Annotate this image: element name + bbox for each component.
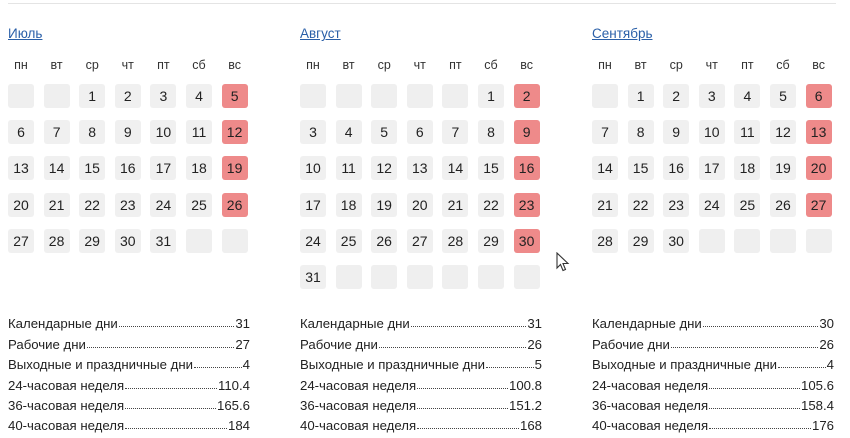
day-cell[interactable]: 21	[44, 193, 70, 217]
month-stats	[300, 311, 542, 433]
mouse-pointer-icon	[556, 252, 570, 272]
day-cell[interactable]: 7	[592, 120, 618, 144]
day-cell[interactable]: 16	[115, 156, 141, 180]
dot-leader	[417, 408, 508, 409]
weekday-label: ср	[377, 58, 391, 72]
day-cell[interactable]: 14	[592, 156, 618, 180]
dot-leader	[417, 428, 519, 429]
day-cell[interactable]: 4	[186, 84, 212, 108]
stat-row	[592, 372, 834, 392]
weekday-label: вт	[342, 58, 355, 72]
weekday-label: пн	[306, 58, 320, 72]
day-cell[interactable]: 8	[628, 120, 654, 144]
month-stats	[8, 311, 250, 433]
empty-day-cell	[407, 84, 433, 108]
stat-row	[8, 331, 250, 351]
day-cell[interactable]: 19	[371, 193, 397, 217]
weekend-day-cell[interactable]: 5	[222, 84, 248, 108]
dot-leader	[119, 326, 235, 327]
day-cell[interactable]: 11	[734, 120, 760, 144]
day-cell[interactable]: 23	[115, 193, 141, 217]
day-cell[interactable]: 1	[79, 84, 105, 108]
stat-value: 26	[527, 336, 542, 352]
dot-leader	[125, 428, 227, 429]
weekend-day-cell[interactable]: 26	[222, 193, 248, 217]
stat-row	[592, 331, 834, 351]
weekend-day-cell[interactable]: 23	[514, 193, 540, 217]
weekend-day-cell[interactable]: 27	[806, 193, 832, 217]
dot-leader	[709, 428, 811, 429]
day-cell[interactable]: 26	[371, 229, 397, 253]
dot-leader	[125, 408, 216, 409]
stat-value: 4	[242, 357, 250, 373]
dot-leader	[703, 326, 819, 327]
day-cell[interactable]: 28	[442, 229, 468, 253]
day-cell[interactable]: 9	[115, 120, 141, 144]
dot-leader	[709, 408, 800, 409]
day-cell[interactable]: 24	[699, 193, 725, 217]
stat-row	[300, 413, 542, 433]
stat-row	[300, 311, 542, 331]
weekday-label: пн	[14, 58, 28, 72]
day-cell[interactable]: 10	[300, 156, 326, 180]
dot-leader	[778, 367, 826, 368]
weekend-day-cell[interactable]: 30	[514, 229, 540, 253]
empty-day-cell	[734, 229, 760, 253]
empty-day-cell	[186, 229, 212, 253]
day-cell[interactable]: 25	[734, 193, 760, 217]
stat-label: Выходные и праздничные дни	[8, 357, 193, 373]
day-cell[interactable]: 1	[628, 84, 654, 108]
empty-day-cell	[371, 265, 397, 289]
day-cell[interactable]: 20	[407, 193, 433, 217]
dot-leader	[87, 347, 234, 348]
weekend-day-cell[interactable]: 16	[514, 156, 540, 180]
weekday-label: вс	[228, 58, 241, 72]
day-cell[interactable]: 2	[115, 84, 141, 108]
day-cell[interactable]: 1	[478, 84, 504, 108]
weekend-day-cell[interactable]: 20	[806, 156, 832, 180]
day-cell[interactable]: 18	[186, 156, 212, 180]
day-cell[interactable]: 30	[663, 229, 689, 253]
weekend-day-cell[interactable]: 13	[806, 120, 832, 144]
day-cell[interactable]: 22	[628, 193, 654, 217]
day-cell[interactable]: 24	[300, 229, 326, 253]
dot-leader	[486, 367, 534, 368]
empty-day-cell	[770, 229, 796, 253]
stat-row	[592, 393, 834, 413]
day-cell[interactable]: 25	[186, 193, 212, 217]
stat-label: Рабочие дни	[300, 336, 378, 352]
day-cell[interactable]: 21	[442, 193, 468, 217]
empty-day-cell	[44, 84, 70, 108]
day-cell[interactable]: 11	[336, 156, 362, 180]
day-cell[interactable]: 19	[770, 156, 796, 180]
empty-day-cell	[222, 229, 248, 253]
stat-label: Рабочие дни	[8, 336, 86, 352]
empty-day-cell	[442, 84, 468, 108]
day-cell[interactable]: 2	[663, 84, 689, 108]
dot-leader	[709, 388, 800, 389]
stat-value: 26	[819, 336, 834, 352]
stat-value: 4	[826, 357, 834, 373]
stat-row	[8, 372, 250, 392]
day-cell[interactable]: 12	[371, 156, 397, 180]
month-stats	[592, 311, 834, 433]
day-cell[interactable]: 18	[734, 156, 760, 180]
stat-label: 24-часовая неделя	[8, 377, 125, 393]
day-cell[interactable]: 29	[79, 229, 105, 253]
stat-value: 30	[819, 316, 834, 332]
day-cell[interactable]: 27	[407, 229, 433, 253]
stat-value: 31	[527, 316, 542, 332]
weekday-label: пн	[598, 58, 612, 72]
dot-leader	[379, 347, 526, 348]
empty-day-cell	[442, 265, 468, 289]
stat-label: Календарные дни	[300, 316, 410, 332]
day-cell[interactable]: 11	[186, 120, 212, 144]
weekday-label: пт	[449, 58, 462, 72]
stat-value: 5	[534, 357, 542, 373]
empty-day-cell	[407, 265, 433, 289]
day-cell[interactable]: 3	[699, 84, 725, 108]
weekday-label: ср	[85, 58, 99, 72]
day-cell[interactable]: 27	[8, 229, 34, 253]
weekday-label: вс	[812, 58, 825, 72]
weekday-label: ср	[669, 58, 683, 72]
dot-leader	[671, 347, 818, 348]
stat-value: 105.6	[800, 377, 834, 393]
stat-value: 158.4	[800, 397, 834, 413]
stat-label: Календарные дни	[592, 316, 702, 332]
day-cell[interactable]: 7	[44, 120, 70, 144]
empty-day-cell	[300, 84, 326, 108]
day-cell[interactable]: 8	[478, 120, 504, 144]
day-cell[interactable]: 17	[699, 156, 725, 180]
day-cell[interactable]: 14	[44, 156, 70, 180]
day-cell[interactable]: 8	[79, 120, 105, 144]
stat-value: 31	[235, 316, 250, 332]
stat-row	[592, 352, 834, 372]
day-cell[interactable]: 30	[115, 229, 141, 253]
dot-leader	[411, 326, 527, 327]
empty-day-cell	[592, 84, 618, 108]
stat-label: 40-часовая неделя	[8, 418, 125, 434]
day-cell[interactable]: 12	[770, 120, 796, 144]
stat-label: Выходные и праздничные дни	[300, 357, 485, 373]
day-cell[interactable]: 20	[8, 193, 34, 217]
weekend-day-cell[interactable]: 6	[806, 84, 832, 108]
day-cell[interactable]: 7	[442, 120, 468, 144]
day-cell[interactable]: 15	[628, 156, 654, 180]
empty-day-cell	[8, 84, 34, 108]
stat-label: 36-часовая неделя	[592, 397, 709, 413]
stat-value: 168	[519, 418, 542, 434]
stat-label: 24-часовая неделя	[300, 377, 417, 393]
empty-day-cell	[336, 265, 362, 289]
stat-label: 36-часовая неделя	[300, 397, 417, 413]
top-divider	[8, 3, 836, 4]
day-cell[interactable]: 13	[407, 156, 433, 180]
day-cell[interactable]: 21	[592, 193, 618, 217]
day-cell[interactable]: 24	[150, 193, 176, 217]
weekday-label: вт	[634, 58, 647, 72]
day-cell[interactable]: 18	[336, 193, 362, 217]
day-cell[interactable]: 28	[592, 229, 618, 253]
day-cell[interactable]: 23	[663, 193, 689, 217]
day-cell[interactable]: 10	[150, 120, 176, 144]
stat-label: Выходные и праздничные дни	[592, 357, 777, 373]
day-cell[interactable]: 16	[663, 156, 689, 180]
day-cell[interactable]: 17	[150, 156, 176, 180]
weekend-day-cell[interactable]: 19	[222, 156, 248, 180]
weekday-label: чт	[121, 58, 134, 72]
day-cell[interactable]: 28	[44, 229, 70, 253]
stat-value: 176	[811, 418, 834, 434]
dot-leader	[125, 388, 217, 389]
weekday-label: чт	[413, 58, 426, 72]
stat-label: Календарные дни	[8, 316, 118, 332]
empty-day-cell	[478, 265, 504, 289]
stat-row	[592, 413, 834, 433]
stat-row	[300, 331, 542, 351]
stat-value: 100.8	[508, 377, 542, 393]
weekday-label: сб	[776, 58, 790, 72]
day-cell[interactable]: 14	[442, 156, 468, 180]
day-cell[interactable]: 13	[8, 156, 34, 180]
day-cell[interactable]: 15	[79, 156, 105, 180]
day-cell[interactable]: 6	[407, 120, 433, 144]
stat-row	[592, 311, 834, 331]
day-cell[interactable]: 22	[478, 193, 504, 217]
stat-row	[300, 372, 542, 392]
stat-label: Рабочие дни	[592, 336, 670, 352]
day-cell[interactable]: 15	[478, 156, 504, 180]
day-cell[interactable]: 10	[699, 120, 725, 144]
day-cell[interactable]: 3	[150, 84, 176, 108]
stat-row	[8, 311, 250, 331]
weekday-label: сб	[192, 58, 206, 72]
dot-leader	[194, 367, 242, 368]
weekday-label: вс	[520, 58, 533, 72]
empty-day-cell	[514, 265, 540, 289]
stat-label: 24-часовая неделя	[592, 377, 709, 393]
weekday-label: чт	[705, 58, 718, 72]
month-title-link[interactable]: Сентябрь	[592, 26, 653, 41]
day-cell[interactable]: 5	[770, 84, 796, 108]
stat-label: 36-часовая неделя	[8, 397, 125, 413]
stat-value: 151.2	[508, 397, 542, 413]
stat-row	[300, 393, 542, 413]
empty-day-cell	[806, 229, 832, 253]
day-cell[interactable]: 9	[663, 120, 689, 144]
day-cell[interactable]: 5	[371, 120, 397, 144]
day-cell[interactable]: 31	[150, 229, 176, 253]
stat-label: 40-часовая неделя	[592, 418, 709, 434]
stat-row	[300, 352, 542, 372]
empty-day-cell	[699, 229, 725, 253]
month-title-link[interactable]: Август	[300, 26, 341, 41]
day-cell[interactable]: 31	[300, 265, 326, 289]
empty-day-cell	[336, 84, 362, 108]
day-cell[interactable]: 3	[300, 120, 326, 144]
dot-leader	[417, 388, 508, 389]
day-cell[interactable]: 29	[478, 229, 504, 253]
day-cell[interactable]: 22	[79, 193, 105, 217]
weekend-day-cell[interactable]: 12	[222, 120, 248, 144]
stat-value: 184	[227, 418, 250, 434]
month-title-link[interactable]: Июль	[8, 26, 43, 41]
stat-label: 40-часовая неделя	[300, 418, 417, 434]
stat-value: 110.4	[217, 377, 250, 393]
weekend-day-cell[interactable]: 2	[514, 84, 540, 108]
weekday-label: сб	[484, 58, 498, 72]
day-cell[interactable]: 29	[628, 229, 654, 253]
stat-row	[8, 413, 250, 433]
stat-value: 165.6	[216, 397, 250, 413]
weekday-label: вт	[50, 58, 63, 72]
day-cell[interactable]: 25	[336, 229, 362, 253]
empty-day-cell	[371, 84, 397, 108]
day-cell[interactable]: 6	[8, 120, 34, 144]
weekday-label: пт	[157, 58, 170, 72]
weekday-label: пт	[741, 58, 754, 72]
day-cell[interactable]: 4	[734, 84, 760, 108]
stat-value: 27	[235, 336, 250, 352]
day-cell[interactable]: 4	[336, 120, 362, 144]
weekend-day-cell[interactable]: 9	[514, 120, 540, 144]
day-cell[interactable]: 26	[770, 193, 796, 217]
stat-row	[8, 393, 250, 413]
day-cell[interactable]: 17	[300, 193, 326, 217]
stat-row	[8, 352, 250, 372]
